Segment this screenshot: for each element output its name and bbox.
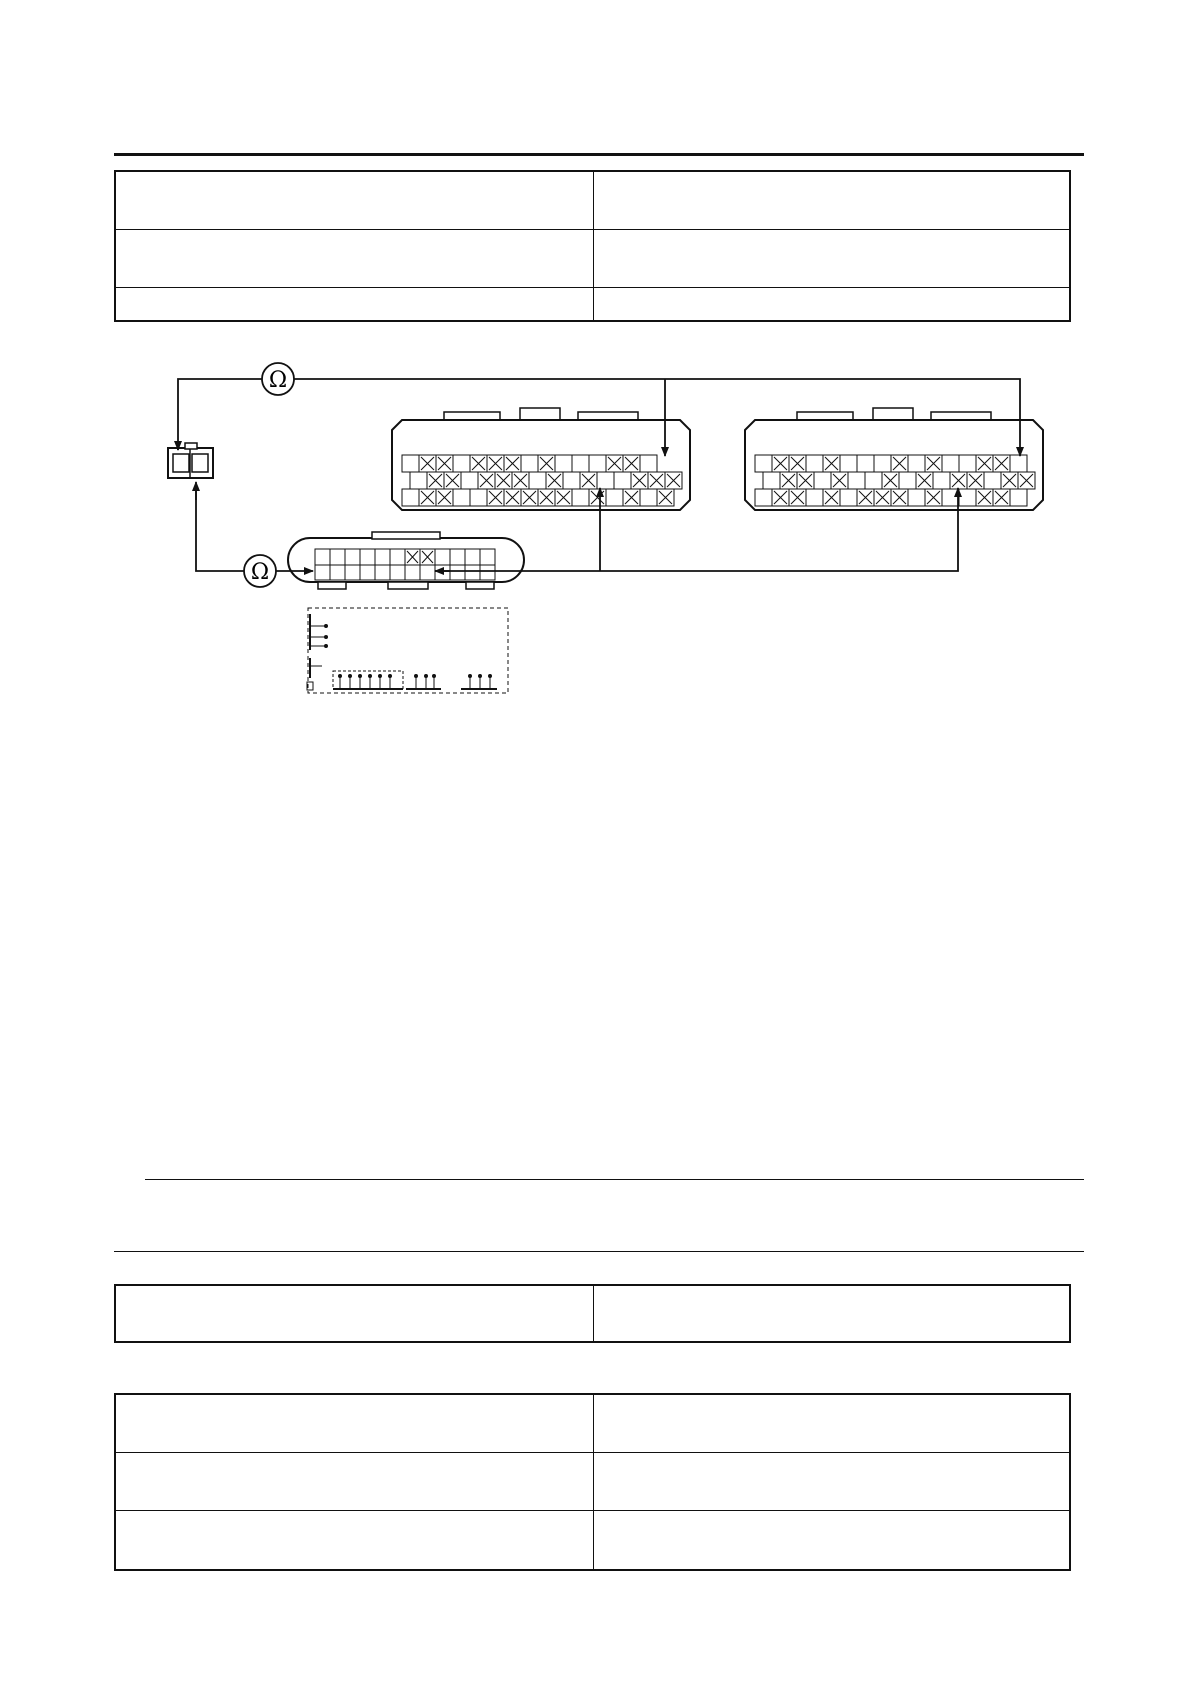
pin-dot	[368, 674, 372, 678]
cavity-open	[640, 489, 657, 506]
cavity-open	[589, 455, 606, 472]
cavity-open	[345, 549, 360, 565]
connector-view-detail	[307, 608, 508, 693]
table-cell	[594, 1395, 1069, 1452]
cavity-open	[435, 549, 450, 565]
cavity-open	[402, 455, 419, 472]
cavity-open	[572, 455, 589, 472]
spec-table-middle	[114, 1284, 1071, 1343]
cavity-open	[640, 455, 657, 472]
table-cell	[594, 1453, 1069, 1510]
table-row	[116, 1395, 1069, 1453]
cavity-open	[840, 489, 857, 506]
ohmmeter-top	[262, 363, 294, 395]
cavity-open	[814, 472, 831, 489]
section-rule-1	[145, 1179, 1084, 1180]
table-cell	[116, 230, 594, 287]
cavity-open	[597, 472, 614, 489]
cavity-open	[984, 472, 1001, 489]
pin-dot	[358, 674, 362, 678]
table-row	[116, 288, 1069, 320]
cavity-open	[435, 565, 450, 580]
table-cell	[116, 1286, 594, 1341]
cavity-open	[848, 472, 865, 489]
cavity-open	[330, 565, 345, 580]
pin-dot	[378, 674, 382, 678]
pin-dot	[388, 674, 392, 678]
ecu-connector-b	[745, 408, 1043, 510]
cavity-open	[755, 489, 772, 506]
table-row	[116, 172, 1069, 230]
table-cell	[594, 1511, 1069, 1569]
cavity-open	[470, 489, 487, 506]
table-row	[116, 1286, 1069, 1341]
cavity-open	[345, 565, 360, 580]
cavity-open	[465, 549, 480, 565]
header-rule	[114, 153, 1084, 156]
cavity-open	[390, 549, 405, 565]
harness-connector-c	[288, 532, 524, 589]
table-cell	[594, 230, 1069, 287]
spec-table-top	[114, 170, 1071, 322]
ohmmeter-bottom	[244, 555, 276, 587]
cavity-open	[315, 549, 330, 565]
cavity-open	[959, 489, 976, 506]
cavity-open	[874, 455, 891, 472]
ecu-connector-a	[392, 408, 690, 510]
table-row	[116, 1453, 1069, 1511]
table-cell	[116, 1395, 594, 1452]
pin-dot	[488, 674, 492, 678]
cavity-open	[450, 565, 465, 580]
cavity-open	[375, 549, 390, 565]
ohm-symbol-top: Ω	[268, 368, 288, 393]
table-cell	[594, 1286, 1069, 1341]
cavity-open	[450, 549, 465, 565]
pin-dot	[432, 674, 436, 678]
cavity-open	[614, 472, 631, 489]
cavity-open	[806, 489, 823, 506]
table-row	[116, 1511, 1069, 1569]
cavity-open	[840, 455, 857, 472]
cavity-open	[453, 455, 470, 472]
cavity-open	[375, 565, 390, 580]
pin-dot	[468, 674, 472, 678]
table-row	[116, 230, 1069, 288]
pin-dot	[348, 674, 352, 678]
cavity-open	[572, 489, 589, 506]
cavity-open	[763, 472, 780, 489]
cavity-open	[1010, 489, 1027, 506]
cavity-open	[942, 489, 959, 506]
section-rule-2	[114, 1251, 1084, 1252]
pin-dot	[424, 674, 428, 678]
cavity-open	[461, 472, 478, 489]
cavity-open	[755, 455, 772, 472]
cavity-open	[420, 565, 435, 580]
cavity-open	[806, 455, 823, 472]
table-cell	[116, 288, 594, 320]
cavity-open	[402, 489, 419, 506]
cavity-open	[606, 489, 623, 506]
cavity-open	[360, 565, 375, 580]
cavity-open	[959, 455, 976, 472]
table-cell	[594, 172, 1069, 229]
cavity-open	[563, 472, 580, 489]
table-cell	[116, 1453, 594, 1510]
cavity-open	[480, 549, 495, 565]
cavity-open	[521, 455, 538, 472]
cavity-open	[908, 455, 925, 472]
cavity-open	[865, 472, 882, 489]
cavity-open	[330, 549, 345, 565]
table-cell	[116, 172, 594, 229]
cavity-open	[933, 472, 950, 489]
cavity-open	[315, 565, 330, 580]
cavity-open	[899, 472, 916, 489]
wiring-diagram	[0, 340, 1190, 700]
cavity-open	[465, 565, 480, 580]
pin-dot	[478, 674, 482, 678]
cavity-open	[857, 455, 874, 472]
two-pin-connector	[168, 443, 213, 478]
cavity-open	[942, 455, 959, 472]
table-cell	[594, 288, 1069, 320]
pin-dot	[414, 674, 418, 678]
ohm-symbol-bottom: Ω	[250, 560, 270, 585]
cavity-open	[1010, 455, 1027, 472]
cavity-open	[390, 565, 405, 580]
table-cell	[116, 1511, 594, 1569]
spec-table-bottom	[114, 1393, 1071, 1571]
cavity-open	[360, 549, 375, 565]
cavity-open	[405, 565, 420, 580]
cavity-open	[908, 489, 925, 506]
pin-dot	[338, 674, 342, 678]
cavity-open	[555, 455, 572, 472]
cavity-open	[410, 472, 427, 489]
cavity-open	[480, 565, 495, 580]
cavity-open	[453, 489, 470, 506]
cavity-open	[529, 472, 546, 489]
